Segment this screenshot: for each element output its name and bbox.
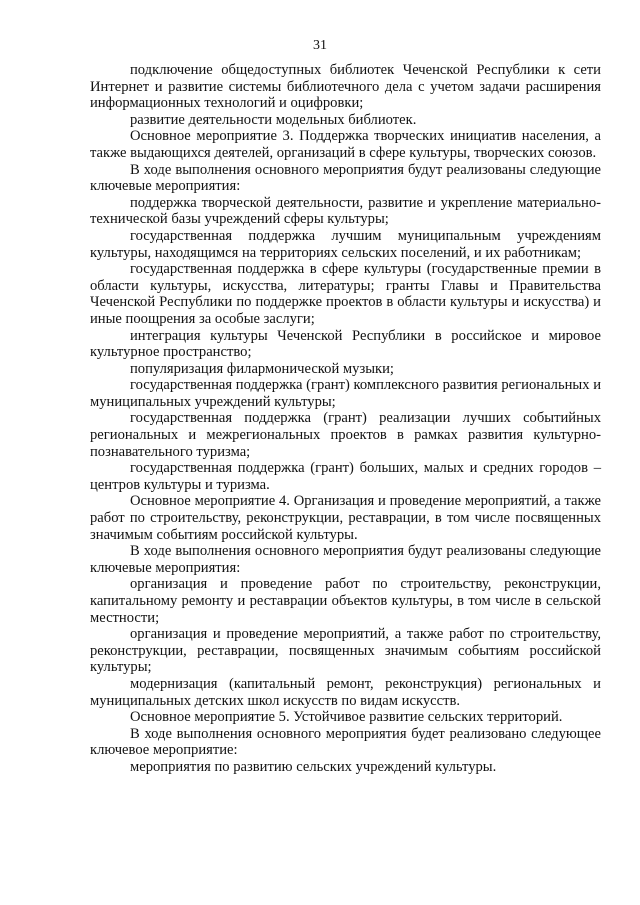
document-body xyxy=(90,62,601,776)
paragraph: В ходе выполнения основного мероприятия будут реализованы следующие ключевые мероприятия: xyxy=(90,161,601,195)
paragraph: подключение общедоступных библиотек Чеченской Республики к сети Интернет и развитие системы библиотечного дела с учетом задачи расширения информационных технологий и оцифровки; xyxy=(90,62,601,112)
paragraph: Основное мероприятие 4. Организация и проведение мероприятий, а также работ по строительству, реконструкции, реставрации, в том числе посвященных значимым событиям российской культуры. xyxy=(90,493,601,543)
paragraph: организация и проведение работ по строительству, реконструкции, капитальному ремонту и реставрации объектов культуры, в том числе в сельской местности; xyxy=(90,576,601,626)
paragraph: развитие деятельности модельных библиотек. xyxy=(130,111,417,128)
paragraph: государственная поддержка (грант) комплексного развития региональных и муниципальных учреждений культуры; xyxy=(90,377,601,410)
paragraph: мероприятия по развитию сельских учреждений культуры. xyxy=(130,758,497,775)
paragraph: государственная поддержка лучшим муниципальным учреждениям культуры, находящимся на территориях сельских поселений, и их работникам; xyxy=(90,227,601,261)
page-number: 31 xyxy=(313,38,327,53)
paragraph: государственная поддержка в сфере культуры (государственные премии в области культуры, искусства, литературы; гранты Главы и Правительства Чеченской Республики по поддержке проектов в области культуры и искусства) и иные поощрения за особые заслуги; xyxy=(90,261,601,327)
paragraph: В ходе выполнения основного мероприятия будут реализованы следующие ключевые мероприятия: xyxy=(90,543,601,576)
paragraph: поддержка творческой деятельности, развитие и укрепление материально-технической базы учреждений сферы культуры; xyxy=(90,194,601,228)
paragraph: государственная поддержка (грант) реализации лучших событийных региональных и межрегиональных проектов в рамках развития культурно-познавательного туризма; xyxy=(90,410,601,460)
paragraph: организация и проведение мероприятий, а также работ по строительству, реконструкции, реставрации, посвященных значимым событиям российской культуры; xyxy=(90,626,601,676)
paragraph: В ходе выполнения основного мероприятия будет реализовано следующее ключевое мероприятие: xyxy=(90,725,601,759)
paragraph: Основное мероприятие 5. Устойчивое развитие сельских территорий. xyxy=(130,709,563,726)
paragraph: модернизация (капитальный ремонт, реконструкция) региональных и муниципальных детских школ искусств по видам искусств. xyxy=(90,675,601,709)
paragraph: популяризация филармонической музыки; xyxy=(130,360,394,377)
paragraph: государственная поддержка (грант) больших, малых и средних городов – центров культуры и туризма. xyxy=(90,460,601,493)
paragraph: Основное мероприятие 3. Поддержка творческих инициатив населения, а также выдающихся деятелей, организаций в сфере культуры, творческих союзов. xyxy=(90,128,601,161)
paragraph: интеграция культуры Чеченской Республики в российское и мировое культурное пространство; xyxy=(90,327,601,361)
